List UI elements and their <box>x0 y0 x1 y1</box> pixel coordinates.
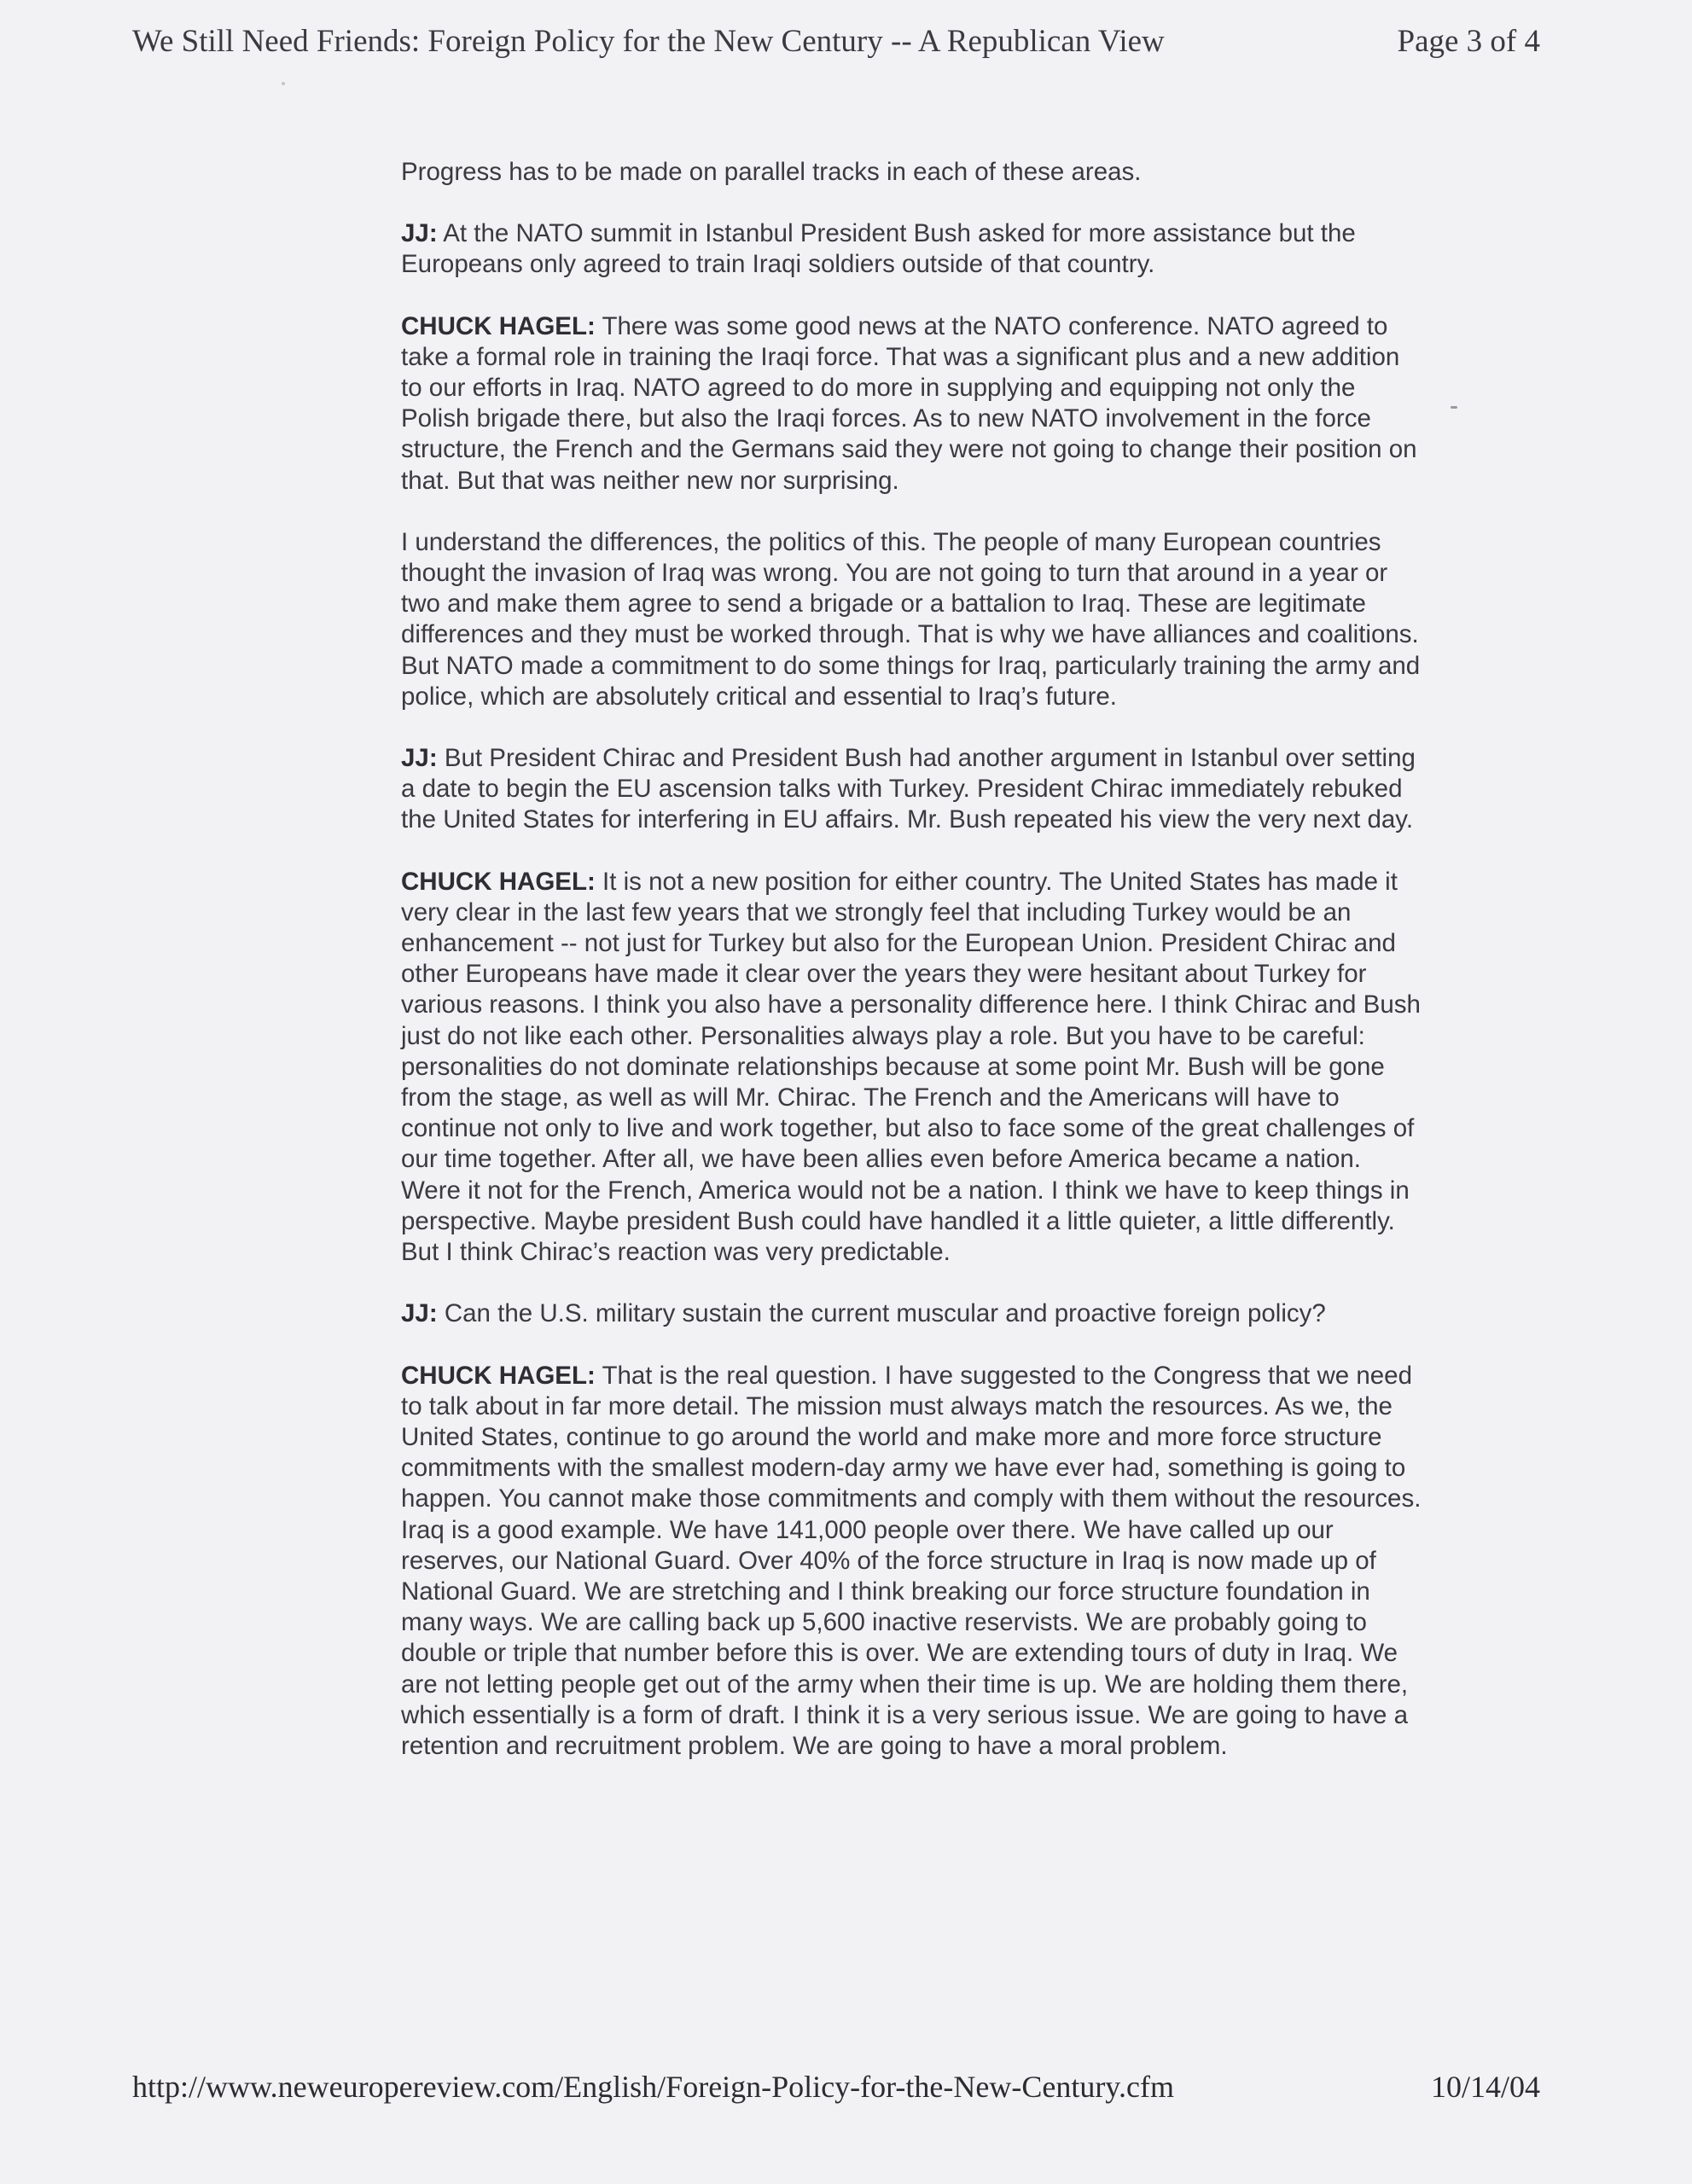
paragraph-text: It is not a new position for either country. The United States has made it very clear in the last few years that we strongly feel that including Turkey would be an enhancement -- not just for Turkey but also for the European Union. President Chirac and other Europeans have made it clear over the years they were hesitant about Turkey for various reasons. I think you also have a personality difference here. I think Chirac and Bush just do not like each other. Personalities always play a role. But you have to be careful: personalities do not dominate relationships because at some point Mr. Bush will be gone from the stage, as well as will Mr. Chirac. The French and the Americans will have to continue not only to live and work together, but also to face some of the great challenges of our time together. After all, we have been allies even before America became a nation. Were it not for the French, America would not be a nation. I think we have to keep things in perspective. Maybe president Bush could have handled it a little quieter, a little differently. But I think Chirac’s reaction was very predictable. <box>401 867 1421 1267</box>
paragraph-text: Progress has to be made on parallel tracks in each of these areas. <box>401 158 1142 186</box>
paragraph-text: Can the U.S. military sustain the current muscular and proactive foreign policy? <box>437 1299 1326 1328</box>
scan-speck <box>1451 406 1457 409</box>
paragraph-text: But President Chirac and President Bush had another argument in Istanbul over setting a date to begin the EU ascension talks with Turkey. President Chirac immediately rebuked the United States for interfering in EU affairs. Mr. Bush repeated his view the very next day. <box>401 744 1416 834</box>
paragraph-text: There was some good news at the NATO conference. NATO agreed to take a formal role in training the Iraqi force. That was a significant plus and a new addition to our efforts in Iraq. NATO agreed to do more in supplying and equipping not only the Polish brigade there, but also the Iraqi forces. As to new NATO involvement in the force structure, the French and the Germans said they were not going to change their position on that. But that was neither new nor surprising. <box>401 311 1417 495</box>
page-number: Page 3 of 4 <box>1397 23 1540 59</box>
paragraph <box>401 218 1425 280</box>
paragraph-text: I understand the differences, the politics of this. The people of many European countries thought the invasion of Iraq was wrong. You are not going to turn that around in a year or two and make them agree to send a brigade or a battalion to Iraq. These are legitimate differences and they must be worked through. That is why we have alliances and coalitions. But NATO made a commitment to do some things for Iraq, particularly training the army and police, which are absolutely critical and essential to Iraq’s future. <box>401 527 1421 711</box>
speaker-label: JJ: <box>401 219 438 248</box>
paragraph <box>401 311 1425 497</box>
paragraph <box>401 1361 1425 1763</box>
print-date: 10/14/04 <box>1430 2070 1540 2104</box>
scan-speck <box>282 82 285 85</box>
paragraph <box>401 527 1425 712</box>
source-url: http://www.neweuropereview.com/English/Foreign-Policy-for-the-New-Century.cfm <box>132 2070 1174 2104</box>
speaker-label: CHUCK HAGEL: <box>401 867 596 896</box>
paragraph <box>401 743 1425 836</box>
paragraph <box>401 157 1425 188</box>
speaker-label: CHUCK HAGEL: <box>401 311 596 340</box>
speaker-label: JJ: <box>401 1299 438 1328</box>
article-body <box>401 157 1425 1792</box>
paragraph <box>401 1298 1425 1329</box>
speaker-label: JJ: <box>401 744 438 773</box>
document-title: We Still Need Friends: Foreign Policy for the New Century -- A Republican View <box>132 23 1165 59</box>
paragraph-text: That is the real question. I have suggested to the Congress that we need to talk about in far more detail. The mission must always match the resources. As we, the United States, continue to go around the world and make more and more force structure commitments with the smallest modern-day army we have ever had, something is going to happen. You cannot make those commitments and comply with them without the resources. Iraq is a good example. We have 141,000 people over there. We have called up our reserves, our National Guard. Over 40% of the force structure in Iraq is now made up of National Guard. We are stretching and I think breaking our force structure foundation in many ways. We are calling back up 5,600 inactive reservists. We are probably going to double or triple that number before this is over. We are extending tours of duty in Iraq. We are not letting people get out of the army when their time is up. We are holding them there, which essentially is a form of draft. I think it is a very serious issue. We are going to have a retention and recruitment problem. We are going to have a moral problem. <box>401 1361 1422 1760</box>
page-footer <box>132 2063 1540 2111</box>
paragraph <box>401 867 1425 1269</box>
paragraph-text: At the NATO summit in Istanbul President Bush asked for more assistance but the Europeans only agreed to train Iraqi soldiers outside of that country. <box>401 219 1356 279</box>
speaker-label: CHUCK HAGEL: <box>401 1361 596 1390</box>
page-header <box>132 17 1540 65</box>
